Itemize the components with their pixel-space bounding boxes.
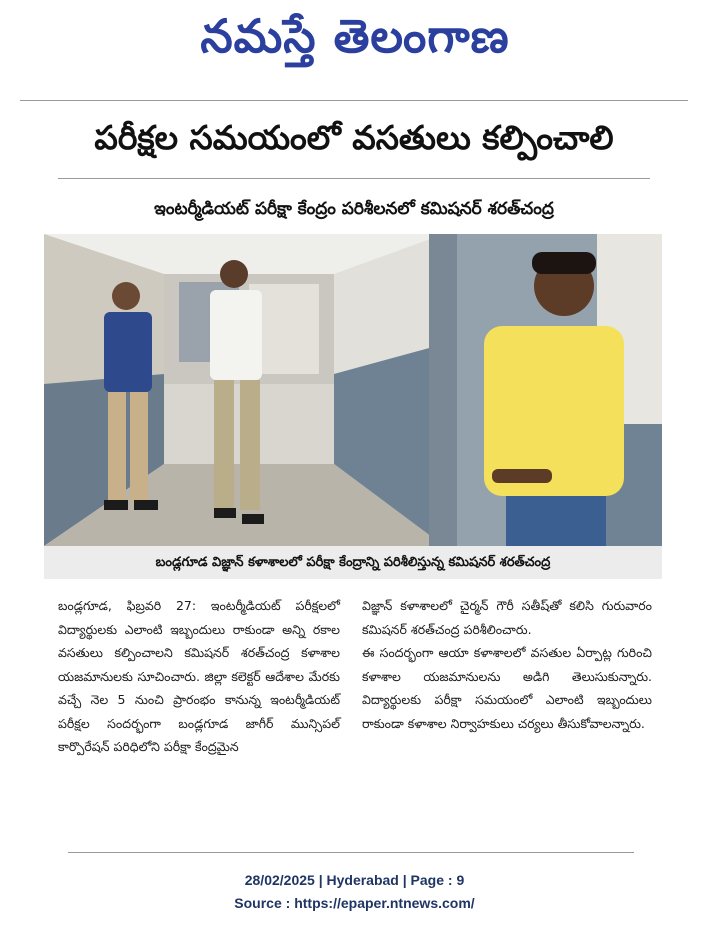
newspaper-masthead: నమస్తే తెలంగాణ xyxy=(200,9,510,63)
photo-caption: బండ్లగూడ విజ్ఞాన్ కళాశాలలో పరీక్షా కేంద్రాన్ని పరిశీలిస్తున్న కమిషనర్ శరత్‌చంద్ర xyxy=(44,546,662,579)
body-paragraph: ఈ సందర్భంగా ఆయా కళాశాలలో వసతుల ఏర్పాట్ల గురించి కళాశాల యజమానులను అడిగి తెలుసుకున్నారు. విద్యార్థులకు పరీక్షా సమయంలో ఎలాంటి ఇబ్బందులు రాకుండా కళాశాల నిర్వాహకులు చర్యలు తీసుకోవాలన్నారు. xyxy=(362,645,652,731)
source-url: Source : https://epaper.ntnews.com/ xyxy=(234,895,475,911)
body-paragraph: బండ్లగూడ, ఫిబ్రవరి 27: ఇంటర్మీడియట్ పరీక్షలలో విద్యార్థులకు ఎలాంటి ఇబ్బందులు రాకుండా అన్ని రకాల వసతులు కల్పించాలని కమిషనర్ శరత్‌చంద్ర కళాశాల యజమానులకు సూచించారు. జిల్లా కలెక్టర్ ఆదేశాల మేరకు వచ్చే నెల 5 నుంచి ప్రారంభం కానున్న ఇంటర్మీడియట్ పరీక్షల సందర్భంగా బండ్లగూడ జాగీర్ మున్సిపల్ కార్పొరేషన్ పరిధిలోని పరీక్షా కేంద్రమైన xyxy=(58,598,340,754)
article-subheadline: ఇంటర్మీడియట్ పరీక్షా కేంద్రం పరిశీలనలో కమిషనర్ శరత్‌చంద్ర xyxy=(154,199,554,219)
footer-divider xyxy=(68,852,634,853)
article-body-column-2 xyxy=(362,594,652,735)
article-photo xyxy=(44,234,662,546)
edition-date-page: 28/02/2025 | Hyderabad | Page : 9 xyxy=(244,872,465,888)
article-headline: పరీక్షల సమయంలో వసతులు కల్పించాలి xyxy=(94,118,614,157)
headline-divider xyxy=(58,178,650,179)
top-divider xyxy=(20,100,688,101)
article-body-column-1 xyxy=(58,594,340,759)
body-paragraph: విజ్ఞాన్ కళాశాలలో చైర్మన్ గౌరీ సతీష్‌తో కలిసి గురువారం కమిషనర్ శరత్‌చంద్ర పరిశీలించారు. xyxy=(362,598,652,637)
